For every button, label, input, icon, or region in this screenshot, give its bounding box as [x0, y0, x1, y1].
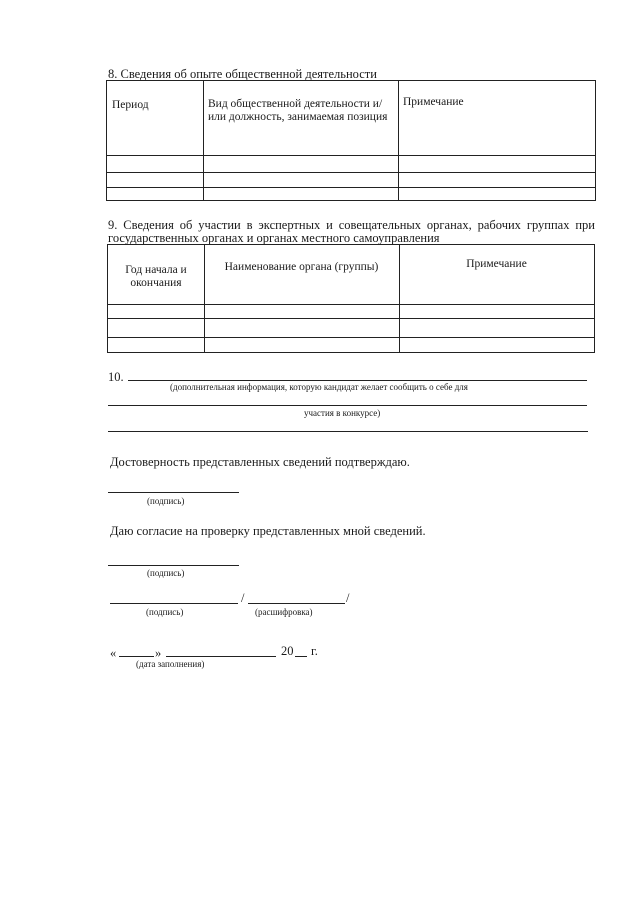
section-10-caption-1: (дополнительная информация, которую кандидат желает сообщить о себе для	[170, 382, 468, 392]
section-9-heading-line-1: 9. Сведения об участии в экспертных и совещательных органах, рабочих группах при	[108, 218, 595, 232]
sign-caption: (подпись)	[146, 607, 184, 617]
section-8-col-note: Примечание	[403, 96, 464, 108]
date-year-line[interactable]	[295, 656, 307, 657]
section-10-number: 10.	[108, 370, 124, 384]
date-close-quote: »	[155, 646, 162, 660]
section-9-heading-line-2: государственных органах и органах местного самоуправления	[108, 231, 440, 245]
confirm-text: Достоверность представленных сведений подтверждаю.	[110, 455, 410, 469]
date-open-quote: «	[110, 646, 117, 660]
date-year-prefix: 20	[281, 644, 294, 658]
sign-slash-2: /	[346, 591, 350, 605]
consent-signature-line[interactable]	[108, 565, 239, 566]
date-caption: (дата заполнения)	[136, 659, 205, 669]
section-10-line-1[interactable]	[128, 380, 587, 381]
consent-text: Даю согласие на проверку представленных мной сведений.	[110, 524, 426, 538]
confirm-signature-caption: (подпись)	[147, 496, 185, 506]
decode-line[interactable]	[248, 603, 345, 604]
date-year-suffix: г.	[311, 644, 318, 658]
section-9-col-body: Наименование органа (группы)	[224, 261, 379, 273]
date-day-line[interactable]	[119, 656, 154, 657]
sign-line[interactable]	[110, 603, 238, 604]
consent-signature-caption: (подпись)	[147, 568, 185, 578]
section-9-col-note: Примечание	[466, 258, 527, 270]
section-10-line-3[interactable]	[108, 431, 588, 432]
section-10-caption-2: участия в конкурсе)	[304, 408, 381, 418]
section-8-col-period: Период	[112, 99, 149, 111]
section-9-col-years: Год начала и окончания	[125, 264, 187, 289]
section-8-col-activity: Вид общественной деятельности и/или должность, занимаемая позиция	[208, 98, 388, 123]
sign-slash-1: /	[241, 591, 245, 605]
confirm-signature-line[interactable]	[108, 492, 239, 493]
section-8-heading: 8. Сведения об опыте общественной деятельности	[108, 67, 377, 81]
section-10-line-2[interactable]	[108, 405, 587, 406]
decode-caption: (расшифровка)	[255, 607, 313, 617]
date-month-line[interactable]	[166, 656, 276, 657]
section-9-table	[0, 0, 640, 354]
